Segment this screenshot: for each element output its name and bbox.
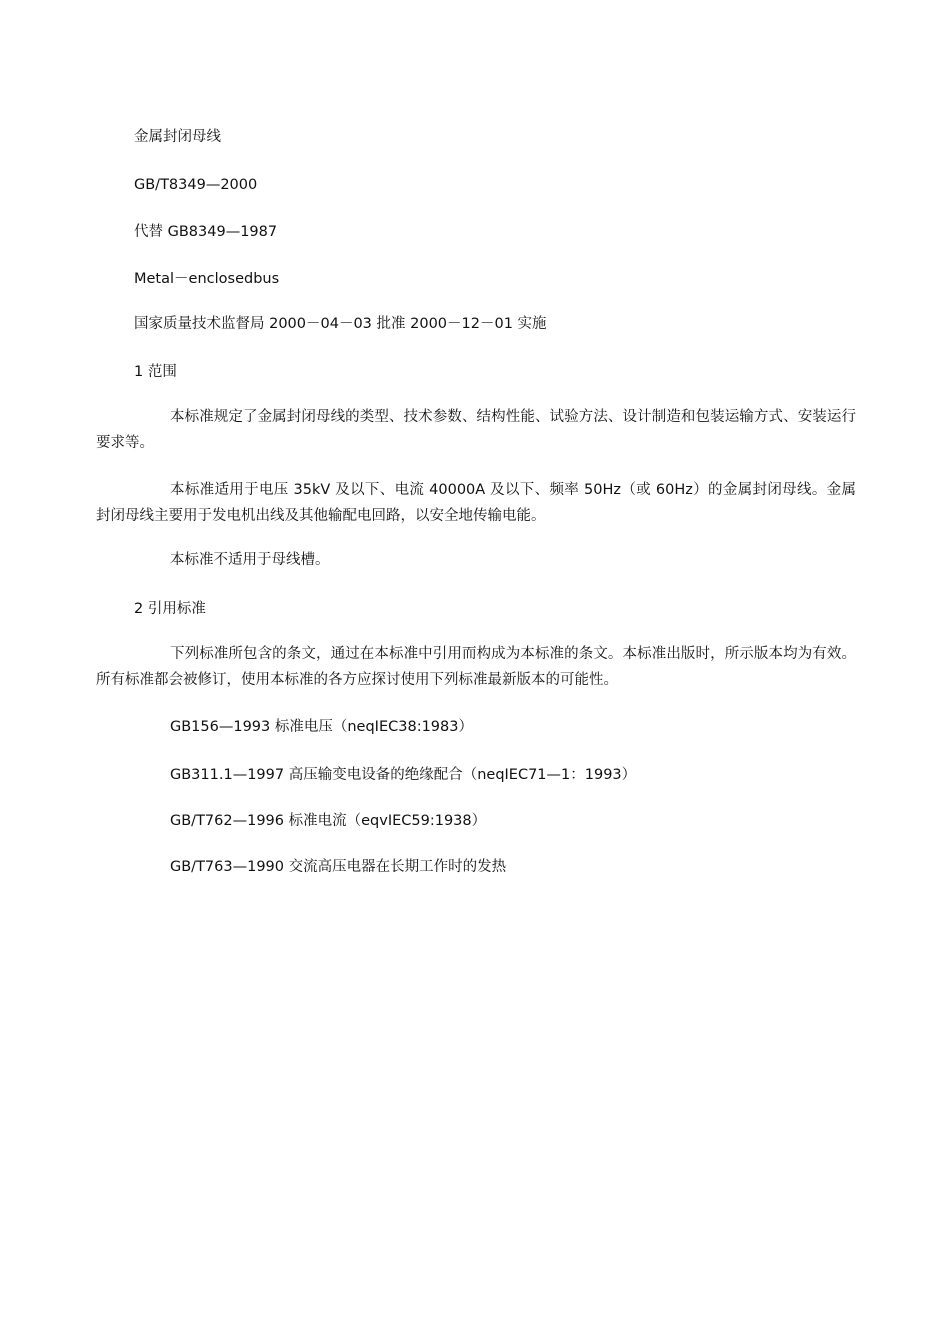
section2-heading: 2 引用标准 [134,601,206,617]
reference-item: GB/T763—1990 交流高压电器在长期工作时的发热 [170,859,507,875]
section1-paragraph-3: 本标准不适用于母线槽。 [170,552,330,568]
reference-item: GB311.1—1997 高压输变电设备的绝缘配合（neqIEC71—1：1993） [170,767,637,783]
section2-paragraph: 下列标准所包含的条文，通过在本标准中引用而构成为本标准的条文。本标准出版时，所示版本均为有效。所有标准都会被修订，使用本标准的各方应探讨使用下列标准最新版本的可能性。 [96,646,856,688]
standard-code: GB/T8349—2000 [134,177,258,193]
section1-heading: 1 范围 [134,364,177,380]
approval-line: 国家质量技术监督局 2000－04－03 批准 2000－12－01 实施 [134,316,547,332]
reference-item: GB/T762—1996 标准电流（eqvIEC59:1938） [170,813,487,829]
document-title: 金属封闭母线 [134,129,221,145]
reference-item: GB156—1993 标准电压（neqIEC38:1983） [170,719,473,735]
section1-paragraph-2: 本标准适用于电压 35kV 及以下、电流 40000A 及以下、频率 50Hz（或 60Hz）的金属封闭母线。金属封闭母线主要用于发电机出线及其他输配电回路，以安全地传输电能。 [96,482,856,524]
english-title: Metal－enclosedbus [134,271,280,287]
section1-paragraph-1: 本标准规定了金属封闭母线的类型、技术参数、结构性能、试验方法、设计制造和包装运输方式、安装运行要求等。 [96,409,856,451]
replaces-standard: 代替 GB8349—1987 [134,224,278,240]
